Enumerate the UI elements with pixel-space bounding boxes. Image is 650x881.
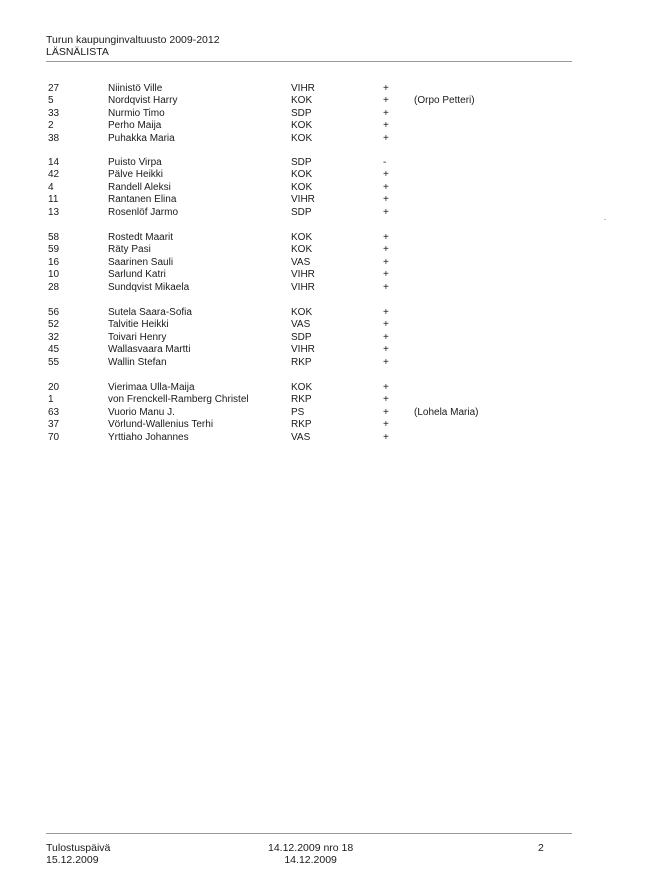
list-row	[0, 194, 650, 206]
attendance-mark: +	[383, 132, 389, 144]
list-row	[0, 120, 650, 132]
member-name: von Frenckell-Ramberg Christel	[108, 394, 249, 406]
list-row	[0, 169, 650, 181]
member-name: Randell Aleksi	[108, 181, 171, 193]
member-name: Vörlund-Wallenius Terhi	[108, 419, 214, 431]
attendance-mark: +	[383, 406, 389, 418]
member-number: 58	[48, 232, 60, 243]
party: SDP	[291, 206, 312, 218]
list-row	[0, 244, 650, 256]
member-name: Puisto Virpa	[108, 157, 162, 168]
attendance-mark: +	[383, 331, 389, 343]
attendance-mark: +	[383, 431, 389, 443]
member-name: Rantanen Elina	[108, 194, 177, 206]
party: VIHR	[291, 281, 315, 293]
member-number: 56	[48, 307, 60, 318]
list-row	[0, 344, 650, 356]
attendance-mark: +	[383, 394, 389, 406]
attendance-mark: +	[383, 319, 389, 331]
member-number: 38	[48, 132, 60, 144]
member-name: Vierimaa Ulla-Maija	[108, 382, 195, 393]
party: RKP	[291, 394, 312, 406]
attendance-mark: -	[383, 157, 387, 168]
attendance-mark: +	[383, 419, 389, 431]
party: VAS	[291, 319, 311, 331]
attendance-mark: +	[383, 95, 389, 107]
list-row	[0, 319, 650, 331]
member-name: Wallin Stefan	[108, 356, 167, 368]
member-number: 63	[48, 406, 60, 418]
party: VIHR	[291, 344, 315, 356]
member-number: 13	[48, 206, 60, 218]
member-name: Pälve Heikki	[108, 169, 164, 181]
list-row	[0, 269, 650, 281]
party: VAS	[291, 256, 311, 268]
party: KOK	[291, 382, 313, 393]
attendance-mark: +	[383, 194, 389, 206]
member-name: Niinistö Ville	[108, 83, 163, 94]
party: RKP	[291, 419, 312, 431]
substitute-note: (Orpo Petteri)	[414, 95, 475, 107]
print-date-block	[46, 842, 110, 866]
member-number: 10	[48, 269, 60, 281]
attendance-mark: +	[383, 256, 389, 268]
attendance-mark: +	[383, 307, 389, 318]
member-number: 28	[48, 281, 60, 293]
attendance-mark: +	[383, 120, 389, 132]
party: KOK	[291, 169, 313, 181]
party: VIHR	[291, 269, 315, 281]
list-title: LÄSNÄLISTA	[46, 46, 109, 58]
council-title: Turun kaupunginvaltuusto 2009-2012	[46, 34, 220, 46]
attendance-mark: +	[383, 382, 389, 393]
attendance-mark: +	[383, 83, 389, 94]
member-number: 27	[48, 83, 60, 94]
meeting-info-block	[268, 842, 353, 866]
attendance-mark: +	[383, 344, 389, 356]
party: KOK	[291, 232, 313, 243]
member-name: Sutela Saara-Sofia	[108, 307, 192, 318]
party: KOK	[291, 120, 313, 132]
list-row	[0, 108, 650, 120]
member-name: Sarlund Katri	[108, 269, 166, 281]
list-row	[0, 432, 650, 444]
list-row	[0, 157, 650, 169]
party: KOK	[291, 95, 313, 107]
list-row	[0, 182, 650, 194]
member-name: Nordqvist Harry	[108, 95, 178, 107]
party: PS	[291, 406, 305, 418]
party: KOK	[291, 181, 313, 193]
member-name: Rosenlöf Jarmo	[108, 206, 179, 218]
attendance-mark: +	[383, 356, 389, 368]
member-name: Nurmio Timo	[108, 107, 165, 119]
party: SDP	[291, 107, 312, 119]
member-number: 55	[48, 356, 60, 368]
list-row	[0, 257, 650, 269]
list-row	[0, 207, 650, 219]
print-date-label: Tulostuspäivä	[46, 842, 111, 854]
member-number: 33	[48, 107, 60, 119]
list-row	[0, 382, 650, 394]
attendance-mark: +	[383, 107, 389, 119]
party: KOK	[291, 307, 313, 318]
member-number: 59	[48, 244, 60, 256]
attendance-mark: +	[383, 269, 389, 281]
attendance-mark: +	[383, 281, 389, 293]
list-row	[0, 133, 650, 145]
member-number: 4	[48, 181, 54, 193]
attendance-mark: +	[383, 169, 389, 181]
list-row	[0, 332, 650, 344]
member-name: Vuorio Manu J.	[108, 406, 175, 418]
meeting-number: 14.12.2009 nro 18	[268, 842, 354, 854]
member-number: 70	[48, 431, 60, 443]
list-row	[0, 357, 650, 369]
member-number: 14	[48, 157, 60, 168]
member-number: 45	[48, 344, 60, 356]
member-number: 11	[48, 194, 59, 206]
party: VAS	[291, 431, 311, 443]
member-number: 32	[48, 331, 60, 343]
member-number: 16	[48, 256, 60, 268]
party: KOK	[291, 132, 313, 144]
member-name: Räty Pasi	[108, 244, 151, 256]
member-number: 5	[48, 95, 54, 107]
member-name: Sundqvist Mikaela	[108, 281, 190, 293]
member-name: Puhakka Maria	[108, 132, 175, 144]
member-name: Saarinen Sauli	[108, 256, 174, 268]
member-name: Talvitie Heikki	[108, 319, 169, 331]
party: SDP	[291, 157, 312, 168]
member-name: Toivari Henry	[108, 331, 167, 343]
list-row	[0, 83, 650, 95]
party: RKP	[291, 356, 312, 368]
print-date: 15.12.2009	[46, 854, 99, 866]
attendance-mark: +	[383, 232, 389, 243]
list-row	[0, 307, 650, 319]
list-row	[0, 232, 650, 244]
party: VIHR	[291, 83, 315, 94]
member-name: Yrttiaho Johannes	[108, 431, 189, 443]
meeting-date: 14.12.2009	[284, 854, 337, 866]
list-row	[0, 419, 650, 431]
member-number: 20	[48, 382, 60, 393]
list-row	[0, 394, 650, 406]
substitute-note: (Lohela Maria)	[414, 406, 479, 418]
list-row	[0, 407, 650, 419]
attendance-mark: +	[383, 206, 389, 218]
party: SDP	[291, 331, 312, 343]
member-number: 42	[48, 169, 60, 181]
footer-divider	[46, 833, 572, 834]
member-number: 1	[48, 394, 54, 406]
member-name: Perho Maija	[108, 120, 162, 132]
scan-speck	[604, 219, 606, 220]
member-number: 37	[48, 419, 60, 431]
member-number: 2	[48, 120, 54, 132]
party: KOK	[291, 244, 313, 256]
party: VIHR	[291, 194, 315, 206]
list-row	[0, 282, 650, 294]
member-name: Rostedt Maarit	[108, 232, 174, 243]
member-number: 52	[48, 319, 60, 331]
list-row	[0, 95, 650, 107]
attendance-mark: +	[383, 244, 389, 256]
page-number: 2	[538, 842, 544, 854]
member-name: Wallasvaara Martti	[108, 344, 191, 356]
attendance-mark: +	[383, 181, 389, 193]
